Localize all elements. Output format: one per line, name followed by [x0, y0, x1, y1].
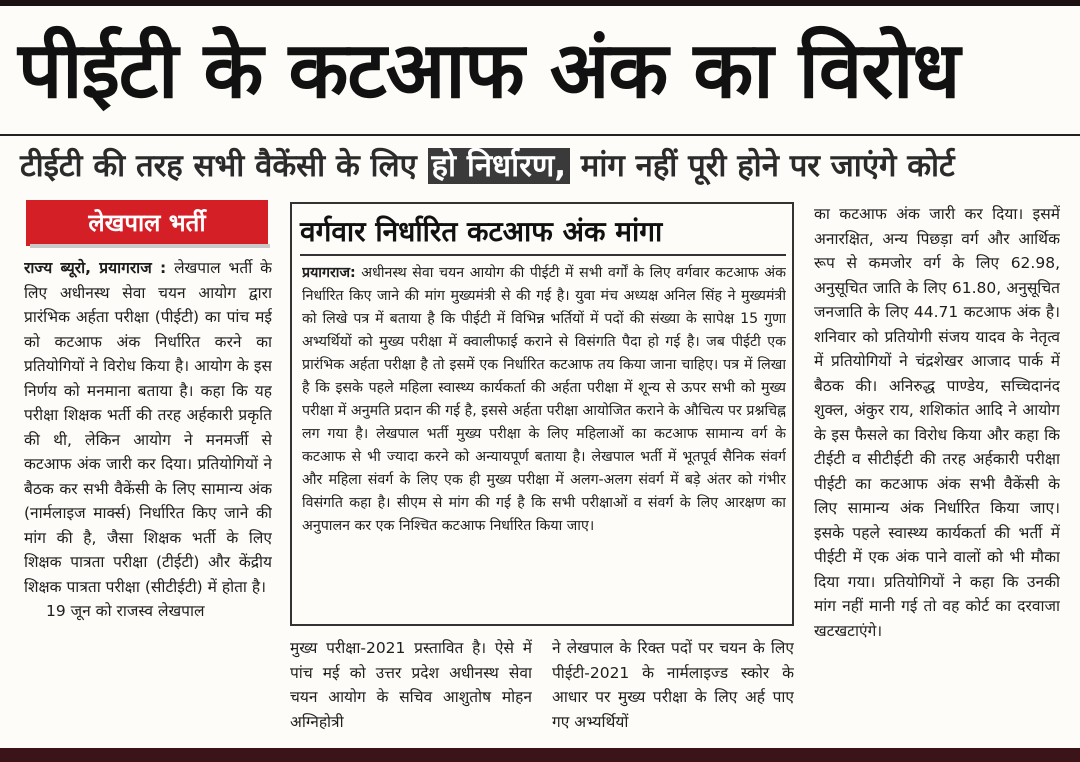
article-column-2: मुख्य परीक्षा-2021 प्रस्तावित है। ऐसे में पांच मई को उत्तर प्रदेश अधीनस्थ सेवा चयन आयोग के सचिव आशुतोष मोहन अग्निहोत्री [290, 639, 532, 731]
newspaper-clipping [0, 6, 1080, 748]
headline: पीईटी के कटआफ अंक का विरोध [18, 26, 960, 116]
headline-rule [0, 134, 1080, 136]
subheadline [20, 138, 1060, 194]
box-text: अधीनस्थ सेवा चयन आयोग की पीईटी में सभी वर्गों के लिए वर्गवार कटआफ अंक निर्धारित किए जाने की मांग मुख्यमंत्री से की गई है। युवा मंच अध्यक्ष अनिल सिंह ने मुख्यमंत्री को लिखे पत्र में बताया है कि पीईटी में विभिन्न भर्तियों में पदों की संख्या के सापेक्ष 15 गुणा अभ्यर्थियों को मुख्य परीक्षा में क्वालीफाई कराने से विसंगति पैदा हो गई है। जब पीईटी एक प्रारंभिक अर्हता परीक्षा है तो इसमें एक निर्धारित कटआफ तय किया जाना चाहिए। पत्र में लिखा है कि इसके पहले महिला स्वास्थ्य कार्यकर्ता की अर्हता परीक्षा में शून्य से ऊपर सभी को मुख्य परीक्षा में अनुमति प्रदान की गई है, इससे अर्हता परीक्षा आयोजित कराने के औचित्य पर प्रश्नचिह्न लग गया है। लेखपाल भर्ती मुख्य परीक्षा के लिए महिलाओं का कटआफ सामान्य वर्ग के कटआफ से भी ज्यादा करने को अन्यायपूर्ण बताया है। लेखपाल भर्ती में भूतपूर्व सैनिक संवर्ग और महिला संवर्ग के लिए एक ही मुख्य परीक्षा में अलग-अलग संवर्ग में बड़े अंतर को गंभीर विसंगति कहा है। सीएम से मांग की गई है कि सभी परीक्षाओं व संवर्ग के लिए आरक्षण का अनुपालन कर एक निश्चित कटआफ निर्धारित किया जाए। [302, 265, 786, 534]
article-column-4: का कटआफ अंक जारी कर दिया। इसमें अनारक्षित, अन्य पिछड़ा वर्ग और आर्थिक रूप से कमजोर वर्ग के लिए 62.98, अनुसूचित जाति के लिए 61.80, अनुसूचित जनजाति के लिए 44.71 कटआफ अंक है। शनिवार को प्रतियोगी संजय यादव के नेतृत्व में प्रतियोगियों ने चंद्रशेखर आजाद पार्क में बैठक की। अनिरुद्ध पाण्डेय, सच्चिदानंद शुक्ल, अंकुर राय, शशिकांत आदि ने आयोग के इस फैसले का विरोध किया और कहा कि टीईटी व सीटीईटी की तरह अर्हकारी परीक्षा पीईटी का कटआफ अंक सभी वैकेंसी के लिए सामान्य अंक निर्धारित किया जाए। इसके पहले स्वास्थ्य कार्यकर्ता की भर्ती में पीईटी में एक अंक पाने वालों को भी मौका दिया गया। प्रतियोगियों ने कहा कि उनकी मांग नहीं मानी गई तो वह कोर्ट का दरवाजा खटखटाएंगे। [814, 205, 1060, 640]
box-dateline: प्रयागराज: [302, 265, 356, 281]
col1-paragraph [24, 256, 272, 599]
subhead-after: मांग नहीं पूरी होने पर जाएंगे कोर्ट [570, 148, 955, 184]
section-tag-underline [30, 244, 270, 248]
subhead-highlight: हो निर्धारण, [428, 148, 570, 184]
section-tag: लेखपाल भर्ती [26, 200, 268, 246]
col1-text: लेखपाल भर्ती के लिए अधीनस्थ सेवा चयन आयोग द्वारा प्रारंभिक अर्हता परीक्षा (पीईटी) का पांच मई को कटआफ अंक निर्धारित करने का प्रतियोगियों ने विरोध किया है। आयोग के इस निर्णय को मनमाना बताया है। कहा कि यह परीक्षा शिक्षक भर्ती की तरह अर्हकारी प्रकृति की थी, लेकिन आयोग ने मनमर्जी से कटआफ अंक जारी कर दिया। प्रतियोगियों ने बैठक कर सभी वैकेंसी के लिए सामान्य अंक (नार्मलाइज मार्क्स) निर्धारित किए जाने की मांग की है, जैसा शिक्षक भर्ती के लिए शिक्षक पात्रता परीक्षा (टीईटी) और केंद्रीय शिक्षक पात्रता परीक्षा (सीटीईटी) में होता है। [24, 259, 272, 596]
article-column-1 [24, 256, 272, 748]
col1-dateline: राज्य ब्यूरो, प्रयागराज : [24, 259, 167, 277]
bottom-border [0, 748, 1080, 762]
article-column-3: ने लेखपाल के रिक्त पदों पर चयन के लिए पीईटी-2021 के नार्मलाइज्ड स्कोर के आधार पर मुख्य परीक्षा के लिए अर्ह पाए गए अभ्यर्थियों [552, 639, 794, 731]
box-title: वर्गवार निर्धारित कटआफ अंक मांगा [300, 215, 663, 248]
box-body [302, 262, 786, 622]
col1-paragraph-2: 19 जून को राजस्व लेखपाल [46, 602, 205, 620]
subhead-before: टीईटी की तरह सभी वैकेंसी के लिए [20, 148, 428, 184]
sidebar-box [290, 202, 794, 626]
box-title-rule [300, 254, 786, 256]
